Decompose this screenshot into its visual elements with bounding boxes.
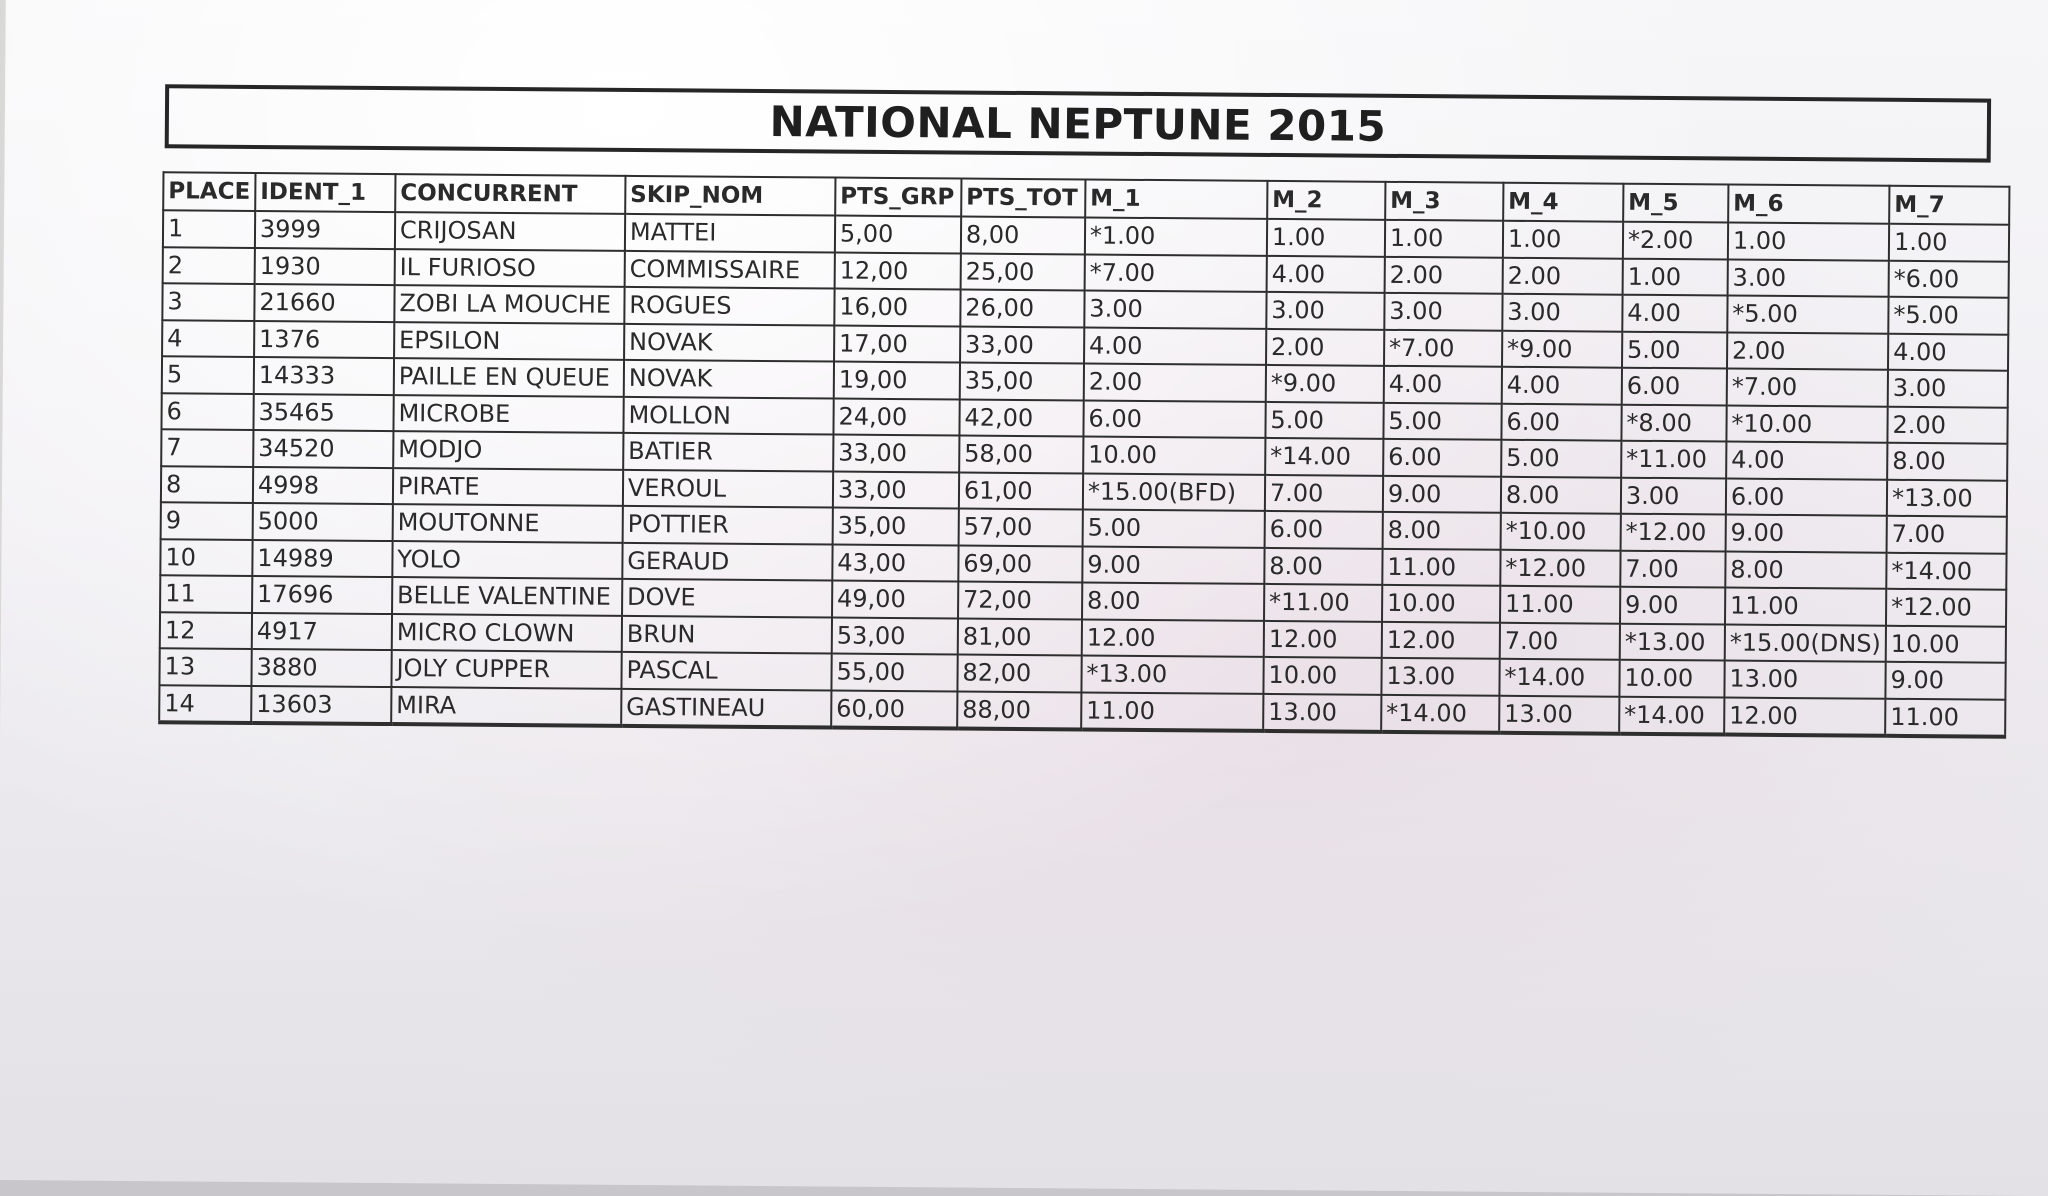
cell-m2: 4.00	[1266, 255, 1384, 292]
cell-m3: 10.00	[1382, 585, 1500, 622]
cell-pts-grp: 5,00	[835, 216, 961, 253]
cell-concurrent: MIRA	[391, 687, 621, 726]
cell-m1: 3.00	[1084, 290, 1266, 328]
cell-m3: 11.00	[1382, 548, 1500, 585]
cell-m3: 5.00	[1383, 402, 1501, 439]
cell-place: 11	[160, 575, 252, 612]
cell-place: 3	[162, 283, 254, 320]
cell-skip-nom: COMMISSAIRE	[625, 250, 835, 288]
cell-m3: 13.00	[1381, 658, 1499, 695]
cell-m7: 1.00	[1889, 224, 2009, 261]
cell-m6: 13.00	[1724, 661, 1885, 699]
cell-m7: *14.00	[1886, 552, 2006, 589]
cell-m4: *14.00	[1499, 659, 1619, 696]
cell-m5: 6.00	[1622, 368, 1727, 405]
cell-ident: 34520	[253, 430, 393, 468]
cell-skip-nom: NOVAK	[624, 323, 834, 361]
cell-m7: 7.00	[1887, 516, 2007, 553]
cell-place: 13	[159, 648, 251, 685]
cell-pts-grp: 33,00	[833, 471, 959, 508]
cell-m2: 3.00	[1266, 292, 1384, 329]
cell-m4: 5.00	[1501, 440, 1621, 477]
column-header-m6: M_6	[1728, 185, 1889, 224]
cell-m7: *5.00	[1888, 297, 2008, 334]
cell-m1: 10.00	[1083, 436, 1265, 474]
cell-ident: 4917	[252, 612, 392, 650]
column-header-m2: M_2	[1267, 181, 1385, 220]
cell-m4: 2.00	[1502, 257, 1622, 294]
cell-m1: *15.00(BFD)	[1083, 473, 1265, 511]
cell-m1: 9.00	[1082, 546, 1264, 584]
cell-pts-grp: 24,00	[833, 398, 959, 435]
cell-pts-grp: 17,00	[834, 325, 960, 362]
cell-pts-tot: 81,00	[958, 618, 1082, 655]
cell-m5: *14.00	[1619, 696, 1724, 734]
cell-m6: 12.00	[1724, 697, 1885, 736]
cell-pts-grp: 16,00	[834, 289, 960, 326]
cell-m7: 11.00	[1885, 698, 2005, 736]
cell-m7: *13.00	[1887, 479, 2007, 516]
cell-concurrent: YOLO	[392, 541, 622, 579]
cell-pts-grp: 12,00	[835, 252, 961, 289]
cell-m1: 8.00	[1082, 582, 1264, 620]
cell-m5: 9.00	[1620, 587, 1725, 624]
cell-skip-nom: BATIER	[623, 433, 833, 471]
cell-m7: 8.00	[1887, 443, 2007, 480]
cell-place: 4	[162, 320, 254, 357]
cell-m2: 6.00	[1264, 511, 1382, 548]
page-title: NATIONAL NEPTUNE 2015	[769, 96, 1387, 151]
cell-m5: 7.00	[1620, 550, 1725, 587]
cell-place: 10	[160, 539, 252, 576]
cell-ident: 35465	[253, 393, 393, 431]
cell-place: 2	[163, 247, 255, 284]
column-header-pts-grp: PTS_GRP	[835, 178, 961, 217]
cell-skip-nom: GERAUD	[622, 542, 832, 580]
cell-m7: *12.00	[1886, 589, 2006, 626]
cell-ident: 1930	[255, 247, 395, 285]
cell-m2: *9.00	[1266, 365, 1384, 402]
cell-place: 8	[161, 466, 253, 503]
cell-m1: 11.00	[1081, 692, 1263, 731]
cell-skip-nom: MOLLON	[623, 396, 833, 434]
cell-m7: 2.00	[1887, 406, 2007, 443]
cell-pts-tot: 42,00	[959, 399, 1083, 436]
cell-m4: 4.00	[1502, 367, 1622, 404]
cell-m4: 11.00	[1500, 586, 1620, 623]
cell-place: 12	[160, 612, 252, 649]
cell-skip-nom: DOVE	[622, 579, 832, 617]
cell-pts-grp: 35,00	[833, 508, 959, 545]
column-header-m4: M_4	[1503, 183, 1623, 222]
cell-m5: *12.00	[1620, 514, 1725, 551]
cell-ident: 14333	[254, 357, 394, 395]
column-header-place: PLACE	[163, 172, 255, 211]
cell-m5: 10.00	[1619, 660, 1724, 697]
cell-m7: 9.00	[1885, 662, 2005, 699]
cell-ident: 3880	[251, 649, 391, 687]
column-header-pts-tot: PTS_TOT	[961, 179, 1085, 218]
cell-m3: 4.00	[1384, 366, 1502, 403]
cell-ident: 5000	[253, 503, 393, 541]
cell-m2: 2.00	[1266, 328, 1384, 365]
cell-concurrent: JOLY CUPPER	[391, 650, 621, 688]
cell-m2: *11.00	[1264, 584, 1382, 621]
cell-concurrent: BELLE VALENTINE	[392, 577, 622, 615]
cell-m6: 11.00	[1725, 588, 1886, 626]
cell-pts-tot: 82,00	[957, 654, 1081, 691]
cell-skip-nom: ROGUES	[624, 287, 834, 325]
cell-pts-tot: 57,00	[958, 508, 1082, 545]
cell-pts-tot: 58,00	[959, 436, 1083, 473]
cell-m1: *7.00	[1085, 254, 1267, 292]
cell-concurrent: EPSILON	[394, 322, 624, 360]
cell-m4: 1.00	[1503, 221, 1623, 258]
cell-m1: *13.00	[1081, 655, 1263, 693]
cell-ident: 1376	[254, 320, 394, 358]
cell-m2: *14.00	[1265, 438, 1383, 475]
cell-pts-grp: 49,00	[832, 581, 958, 618]
cell-pts-grp: 43,00	[832, 544, 958, 581]
cell-skip-nom: NOVAK	[624, 360, 834, 398]
cell-m2: 12.00	[1264, 620, 1382, 657]
cell-m1: 12.00	[1082, 619, 1264, 657]
cell-m6: 1.00	[1728, 223, 1889, 261]
column-header-m3: M_3	[1385, 182, 1503, 221]
cell-m6: *7.00	[1727, 369, 1888, 407]
cell-m5: *11.00	[1621, 441, 1726, 478]
cell-concurrent: PAILLE EN QUEUE	[394, 358, 624, 396]
cell-pts-tot: 69,00	[958, 545, 1082, 582]
cell-skip-nom: BRUN	[622, 615, 832, 653]
cell-skip-nom: PASCAL	[621, 652, 831, 690]
cell-concurrent: MICRO CLOWN	[392, 614, 622, 652]
cell-m3: 9.00	[1383, 475, 1501, 512]
cell-pts-tot: 25,00	[961, 253, 1085, 290]
column-header-concurrent: CONCURRENT	[395, 174, 625, 214]
cell-m3: *7.00	[1384, 329, 1502, 366]
cell-m5: 3.00	[1621, 477, 1726, 514]
cell-place: 14	[159, 685, 251, 723]
cell-m5: *8.00	[1621, 404, 1726, 441]
cell-concurrent: MICROBE	[393, 395, 623, 433]
cell-m7: 10.00	[1886, 625, 2006, 662]
cell-m6: 4.00	[1726, 442, 1887, 480]
cell-m3: 3.00	[1384, 293, 1502, 330]
cell-concurrent: PIRATE	[393, 468, 623, 506]
cell-place: 6	[161, 393, 253, 430]
cell-pts-grp: 53,00	[832, 617, 958, 654]
cell-m2: 7.00	[1265, 474, 1383, 511]
cell-m3: *14.00	[1381, 694, 1499, 732]
cell-m3: 8.00	[1382, 512, 1500, 549]
cell-m6: 3.00	[1727, 259, 1888, 297]
title-box	[165, 84, 1991, 162]
cell-m4: 7.00	[1500, 622, 1620, 659]
cell-m7: 4.00	[1888, 333, 2008, 370]
cell-ident: 14989	[252, 539, 392, 577]
cell-skip-nom: GASTINEAU	[621, 688, 831, 727]
cell-m1: 6.00	[1083, 400, 1265, 438]
cell-ident: 4998	[253, 466, 393, 504]
cell-skip-nom: POTTIER	[623, 506, 833, 544]
cell-m6: 2.00	[1727, 332, 1888, 370]
cell-ident: 3999	[255, 211, 395, 249]
cell-m1: 2.00	[1084, 363, 1266, 401]
cell-pts-grp: 60,00	[831, 690, 957, 728]
cell-pts-tot: 72,00	[958, 581, 1082, 618]
cell-m5: 1.00	[1622, 258, 1727, 295]
cell-place: 1	[163, 210, 255, 247]
cell-pts-tot: 33,00	[960, 326, 1084, 363]
cell-m5: 4.00	[1622, 295, 1727, 332]
cell-m2: 13.00	[1263, 693, 1381, 731]
cell-m5: 5.00	[1622, 331, 1727, 368]
cell-pts-grp: 19,00	[834, 362, 960, 399]
cell-m2: 5.00	[1265, 401, 1383, 438]
cell-m3: 2.00	[1384, 256, 1502, 293]
cell-pts-tot: 8,00	[961, 217, 1085, 254]
cell-m2: 1.00	[1267, 219, 1385, 256]
cell-m4: *10.00	[1500, 513, 1620, 550]
cell-concurrent: MODJO	[393, 431, 623, 469]
column-header-m7: M_7	[1889, 186, 2009, 225]
cell-concurrent: CRIJOSAN	[395, 212, 625, 250]
cell-m5: *13.00	[1620, 623, 1725, 660]
cell-place: 7	[161, 429, 253, 466]
cell-m7: 3.00	[1888, 370, 2008, 407]
column-header-ident: IDENT_1	[255, 173, 395, 212]
cell-pts-tot: 61,00	[959, 472, 1083, 509]
cell-m4: *12.00	[1500, 549, 1620, 586]
cell-pts-tot: 88,00	[957, 691, 1081, 729]
cell-m4: 13.00	[1499, 695, 1619, 733]
cell-concurrent: ZOBI LA MOUCHE	[394, 285, 624, 323]
cell-m4: 6.00	[1501, 403, 1621, 440]
cell-concurrent: MOUTONNE	[393, 504, 623, 542]
cell-m6: *15.00(DNS)	[1725, 624, 1886, 662]
cell-skip-nom: MATTEI	[625, 214, 835, 252]
cell-place: 5	[162, 356, 254, 393]
cell-ident: 21660	[254, 284, 394, 322]
cell-ident: 13603	[251, 685, 391, 724]
cell-m3: 12.00	[1382, 621, 1500, 658]
table-body	[159, 210, 2009, 736]
cell-skip-nom: VEROUL	[623, 469, 833, 507]
cell-m3: 6.00	[1383, 439, 1501, 476]
cell-m2: 10.00	[1263, 657, 1381, 694]
cell-m6: 9.00	[1725, 515, 1886, 553]
cell-pts-tot: 26,00	[960, 290, 1084, 327]
cell-pts-grp: 55,00	[831, 654, 957, 691]
cell-m5: *2.00	[1623, 222, 1728, 259]
cell-m6: 6.00	[1726, 478, 1887, 516]
cell-place: 9	[161, 502, 253, 539]
cell-m6: 8.00	[1725, 551, 1886, 589]
cell-m4: 8.00	[1501, 476, 1621, 513]
column-header-m5: M_5	[1623, 184, 1728, 223]
cell-m4: 3.00	[1502, 294, 1622, 331]
cell-pts-grp: 33,00	[833, 435, 959, 472]
cell-m7: *6.00	[1889, 260, 2009, 297]
cell-m4: *9.00	[1502, 330, 1622, 367]
results-table	[158, 171, 2010, 738]
cell-m1: *1.00	[1085, 217, 1267, 255]
column-header-m1: M_1	[1085, 179, 1267, 218]
column-header-skip-nom: SKIP_NOM	[625, 176, 835, 216]
cell-m6: *5.00	[1727, 296, 1888, 334]
cell-concurrent: IL FURIOSO	[395, 249, 625, 287]
cell-ident: 17696	[252, 576, 392, 614]
cell-m3: 1.00	[1385, 220, 1503, 257]
cell-m1: 5.00	[1082, 509, 1264, 547]
cell-m6: *10.00	[1726, 405, 1887, 443]
cell-m2: 8.00	[1264, 547, 1382, 584]
cell-pts-tot: 35,00	[960, 363, 1084, 400]
cell-m1: 4.00	[1084, 327, 1266, 365]
